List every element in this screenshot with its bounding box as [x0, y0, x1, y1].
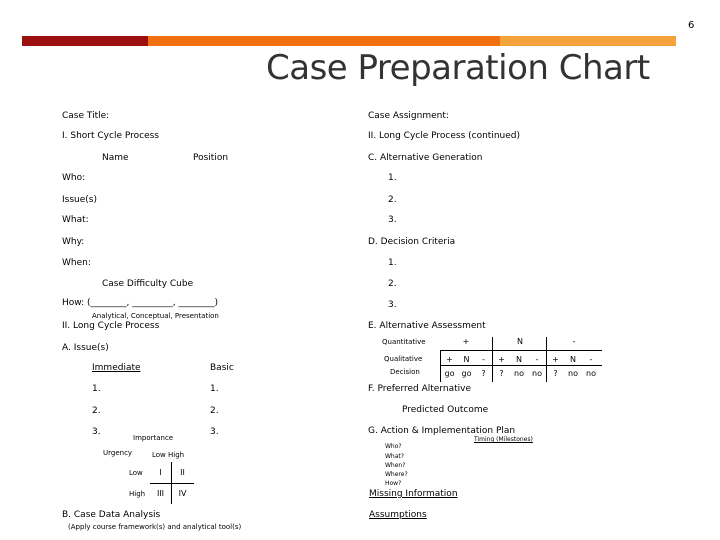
short-cycle-heading: I. Short Cycle Process	[62, 131, 159, 141]
high-label: High	[129, 490, 146, 498]
basic-item-1: 1.	[210, 384, 219, 394]
quantitative-label: Quantitative	[382, 338, 426, 346]
low-high-label: Low High	[152, 451, 185, 459]
decision-no-2: no	[532, 369, 542, 378]
criteria-item-3: 3.	[388, 300, 397, 310]
how-sub-label: Analytical, Conceptual, Presentation	[92, 312, 219, 320]
page-number: 6	[688, 20, 695, 31]
quadrant-ii: II	[180, 468, 185, 477]
b-data-analysis-label: B. Case Data Analysis	[62, 510, 161, 520]
who-question: Who?	[385, 443, 402, 450]
quadrant-iv: IV	[178, 489, 187, 498]
when-question: When?	[385, 462, 406, 469]
immediate-label: Immediate	[92, 363, 141, 373]
qual-n-1: N	[463, 355, 470, 364]
quadrant-i: I	[159, 468, 162, 477]
header-bar-dark-red	[22, 36, 148, 46]
timing-milestones-label: Timing (Milestones)	[474, 436, 533, 443]
case-title-label: Case Title:	[62, 111, 110, 121]
missing-information-label: Missing Information	[369, 489, 458, 499]
qualitative-label: Qualitative	[384, 355, 423, 363]
what-question: What?	[385, 453, 404, 460]
long-cycle-continued-heading: II. Long Cycle Process (continued)	[368, 131, 520, 141]
alternative-item-3: 3.	[388, 215, 397, 225]
basic-item-3: 3.	[210, 427, 219, 437]
assumptions-label: Assumptions	[369, 510, 427, 520]
d-decision-criteria-label: D. Decision Criteria	[368, 237, 456, 247]
qual-plus-2: +	[498, 355, 505, 364]
position-label: Position	[193, 153, 229, 163]
alternative-item-1: 1.	[388, 173, 397, 183]
who-label: Who:	[62, 173, 86, 183]
decision-go-2: go	[461, 369, 472, 378]
table-mid-rule	[440, 365, 602, 366]
c-alternative-generation-label: C. Alternative Generation	[368, 153, 483, 163]
how-question: How?	[385, 480, 402, 487]
why-label: Why:	[62, 237, 85, 247]
header-bar-orange	[148, 36, 500, 46]
f-preferred-alternative-label: F. Preferred Alternative	[368, 384, 471, 394]
urgency-label: Urgency	[103, 449, 133, 457]
g-action-plan-label: G. Action & Implementation Plan	[368, 426, 516, 436]
immediate-item-1: 1.	[92, 384, 101, 394]
decision-q-1: ?	[481, 369, 486, 378]
basic-item-2: 2.	[210, 406, 219, 416]
how-label: How: (________, _________, ________)	[62, 298, 219, 308]
table-top-rule	[440, 350, 602, 351]
long-cycle-heading: II. Long Cycle Process	[62, 321, 160, 331]
decision-q-3: ?	[553, 369, 558, 378]
qual-n-3: N	[570, 355, 576, 364]
decision-no-4: no	[586, 369, 596, 378]
criteria-item-2: 2.	[388, 279, 397, 289]
e-alternative-assessment-label: E. Alternative Assessment	[368, 321, 486, 331]
matrix-horizontal-divider	[150, 483, 194, 484]
alternative-item-2: 2.	[388, 195, 397, 205]
b-data-analysis-sub: (Apply course framework(s) and analytical tool(s)	[68, 523, 242, 531]
name-label: Name	[102, 153, 129, 163]
immediate-item-2: 2.	[92, 406, 101, 416]
case-assignment-label: Case Assignment:	[368, 111, 449, 121]
qual-plus-1: +	[446, 355, 453, 364]
qual-minus-3: -	[589, 355, 593, 364]
header-bar-light-orange	[500, 36, 676, 46]
qual-minus-2: -	[535, 355, 539, 364]
quant-n: N	[517, 337, 523, 346]
page-title: Case Preparation Chart	[266, 48, 650, 88]
when-label: When:	[62, 258, 91, 268]
low-label: Low	[129, 469, 143, 477]
a-issues-label: A. Issue(s)	[62, 343, 109, 353]
criteria-item-1: 1.	[388, 258, 397, 268]
decision-q-2: ?	[499, 369, 504, 378]
predicted-outcome-label: Predicted Outcome	[402, 405, 489, 415]
importance-label: Importance	[133, 434, 174, 442]
decision-no-3: no	[568, 369, 578, 378]
quant-plus: +	[462, 337, 470, 346]
immediate-item-3: 3.	[92, 427, 101, 437]
issues-label: Issue(s)	[62, 195, 97, 205]
where-question: Where?	[385, 471, 408, 478]
qual-n-2: N	[516, 355, 522, 364]
what-label: What:	[62, 215, 89, 225]
qual-minus-1: -	[482, 355, 485, 364]
difficulty-cube-label: Case Difficulty Cube	[102, 279, 194, 289]
decision-go-1: go	[444, 369, 455, 378]
quant-minus: -	[572, 337, 576, 346]
decision-no-1: no	[514, 369, 524, 378]
qual-plus-3: +	[552, 355, 559, 364]
quadrant-iii: III	[156, 489, 165, 498]
decision-label: Decision	[390, 368, 420, 376]
basic-label: Basic	[210, 363, 234, 373]
